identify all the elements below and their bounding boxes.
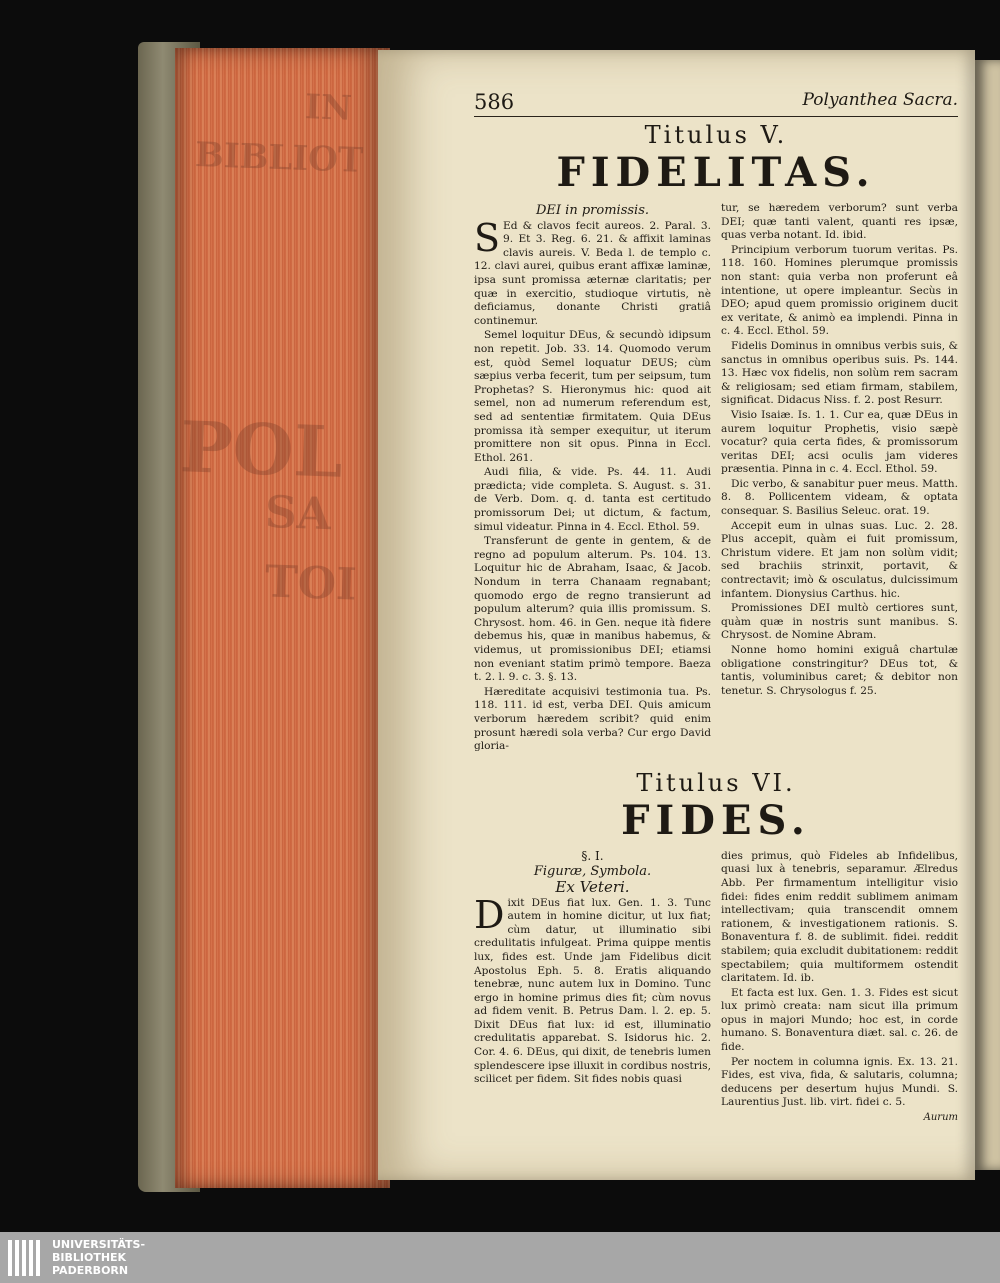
- paragraph: Nonne homo homini exiguâ chartulæ obligatione constringitur? DEus tot, & tantis, voluminibus caret; & debitor non tenetur. S. Chrysologus f. 25.: [721, 644, 958, 697]
- running-header: [474, 90, 958, 117]
- paragraph: Et facta est lux. Gen. 1. 3. Fides est sicut lux primò creata: nam sicut illa primum opus in majori Mundo; hoc est, in corde humano. S. Bonaventura diæt. sal. c. 26. de fide.: [721, 986, 958, 1054]
- section-2-subtitle-1: Figuræ, Symbola.: [533, 864, 652, 880]
- section-1-left-column: [474, 202, 711, 755]
- section-2-subtitle-2: Ex Veteri.: [555, 877, 630, 896]
- paragraph: Per noctem in columna ignis. Ex. 13. 21. Fides, est viva, fida, & salutaris, columna; deducens per desertum hujus Mundi. S. Laurentius Just. lib. virt. fidei c. 5.: [721, 1055, 958, 1109]
- paragraph: Promissiones DEI multò certiores sunt, quàm quæ in nostris sunt manibus. S. Chrysost. de Nomine Abram.: [721, 602, 958, 642]
- section-1-subtitle: DEI in promissis.: [536, 203, 649, 218]
- paragraph: Hæreditate acquisivi testimonia tua. Ps. 118. 111. id est, verba DEI. Quis amicum verborum hæredem scribit? quid enim prosunt hæredi sola verba? Cur ergo David gloria-: [474, 685, 711, 753]
- section-1-title: FIDELITAS.: [556, 149, 876, 196]
- drop-cap: S: [474, 215, 501, 260]
- paragraph: Semel loquitur DEus, & secundò idipsum non repetit. Job. 33. 14. Quomodo verum est, quòd Semel loquatur DEUS; cùm sæpius verba fecerit, tum per seipsum, tum Prophetas? S. Hieronymus hic: quod ait semel, non ad numerum referendum est, sed ad sententiæ firmitatem. Quia DEus promissa ità semper exequitur, ut iterum promittere non sit opus. Pinna in Eccl. Ethol. 261.: [474, 329, 711, 464]
- paragraph: Accepit eum in ulnas suas. Luc. 2. 28. Plus accepit, quàm ei fuit promissum, Christum videre. Et jam non solùm vidit; sed brachiis strinxit, portavit, & contrectavit; imò & osculatus, dulcissimum infantem. Dionysius Carthus. hic.: [721, 519, 958, 600]
- catchword: Aurum: [923, 1112, 958, 1124]
- library-name: [52, 1238, 145, 1277]
- stamp-text-2: BIBLIOT: [194, 135, 364, 181]
- page-number: 586: [474, 90, 515, 114]
- section-2-title: FIDES.: [621, 796, 811, 844]
- running-title: Polyanthea Sacra.: [802, 90, 958, 110]
- page-content: [474, 90, 958, 1125]
- paragraph: [474, 215, 711, 329]
- stamp-text-5: TOI: [264, 556, 358, 611]
- section-2-left-column: [474, 850, 711, 1125]
- library-name-line-1: UNIVERSITÄTS-: [52, 1238, 146, 1251]
- library-logo-icon: [8, 1238, 42, 1278]
- section-mark: §. I.: [581, 848, 604, 863]
- paragraph: Principium verborum tuorum veritas. Ps. 118. 160. Homines plerumque promissis non stant: quia verba non proferunt eâ intentione, ut opere impleantur. Secùs in DEO; apud quem promissio originem ducit ex veritate, & animò ea implendi. Pinna in c. 4. Eccl. Ethol. 59.: [721, 243, 958, 338]
- paragraph: Audi filia, & vide. Ps. 44. 11. Audi prædicta; vide completa. S. August. s. 31. de Verb. Dom. q. d. tanta est certitudo promissorum Dei; ut dictum, & factum, simul videatur. Pinna in 4. Eccl. Ethol. 59.: [474, 466, 711, 533]
- stamp-text-1: IN: [304, 87, 353, 129]
- paragraph: tur, se hæredem verborum? sunt verba DEI; quæ tanti valent, quanti res ipsæ, quas verba notant. Id. ibid.: [721, 202, 958, 242]
- section-1-columns: [474, 202, 958, 755]
- paragraph: Fidelis Dominus in omnibus verbis suis, & sanctus in omnibus operibus suis. Ps. 144. 13. Hæc vox fidelis, non solùm rem sacram & religiosam; sed etiam firmam, stabilem, significat. Didacus Niss. f. 2. post Resurr.: [721, 339, 958, 407]
- paragraph-text: Ed & clavos fecit aureos. 2. Paral. 3. 9. Et 3. Reg. 6. 21. & affixit laminas clavis aureis. V. Beda l. de templo c. 12. clavi aurei, quibus erant affixæ laminæ, ipsa sunt promissa æternæ claritatis; per quæ in exercitio, studioque virtutis, nè deficiamus, donante Christi gratiâ continemur.: [474, 219, 711, 327]
- paragraph: dies primus, quò Fideles ab Infidelibus, quasi lux à tenebris, separamur. Ælredus Abb. Per firmamentum intelligitur visio fidei: fides enim reddit sublimem animam intellectivam; quia transcendit omnem rationem, & investigationem rationis. S. Bonaventura f. 8. de sublimit. fidei. reddit stabilem; quia excludit dubitationem: reddit spectabilem; quia multiformem ostendit claritatem. Id. ib.: [721, 849, 958, 985]
- section-1-right-column: [721, 202, 958, 755]
- stamp-text-4: SA: [264, 486, 332, 541]
- book-page-edges: [175, 48, 390, 1188]
- paragraph: Dic verbo, & sanabitur puer meus. Matth. 8. 8. Pollicentem videam, & optata consequar. S. Basilius Seleuc. orat. 19.: [721, 477, 958, 518]
- facing-page-edge: [975, 60, 1000, 1170]
- section-1-titulus: Titulus V.: [644, 121, 788, 149]
- library-name-line-2: BIBLIOTHEK: [52, 1251, 127, 1264]
- paragraph: [474, 892, 711, 1087]
- paragraph: Visio Isaiæ. Is. 1. 1. Cur ea, quæ DEus in aurem loquitur Prophetis, visio sæpè vocatur? quia certa fides, & promissorum veritas DEI; acsi oculis jam videres præsentia. Pinna in c. 4. Eccl. Ethol. 59.: [721, 408, 958, 476]
- section-2-columns: [474, 850, 958, 1125]
- stamp-text-3: POL: [178, 405, 345, 494]
- section-2-titulus: Titulus VI.: [636, 768, 796, 797]
- library-footer-bar: [0, 1232, 1000, 1283]
- section-2-right-column: [721, 850, 958, 1125]
- paragraph-text: ixit DEus fiat lux. Gen. 1. 3. Tunc autem in homine dicitur, ut lux fiat; cùm datur, ut illuminatio sibi credulitatis infulgeat. Prima quippe mentis lux, fides est. Unde jam Fidelibus dicit Apostolus Eph. 5. 8. Eratis aliquando tenebræ, nunc autem lux in Domino. Tunc ergo in homine primus dies fit; cùm novus ad fidem venit. B. Petrus Dam. l. 2. ep. 5. Dixit DEus fiat lux: id est, illuminatio credulitatis apparebat. S. Isidorus hic. 2. Cor. 4. 6. DEus, qui dixit, de tenebris lumen splendescere ipse illuxit in cordibus nostris, scilicet per fidem. Sit fides nobis quasi: [474, 896, 711, 1086]
- paragraph: Transferunt de gente in gentem, & de regno ad populum alterum. Ps. 104. 13. Loquitur hic de Abraham, Isaac, & Jacob. Nondum in terra Chanaam regnabant; quomodo ergo de regno transierunt ad populum alterum? quia illis promissum. S. Chrysost. hom. 46. in Gen. neque ità fidere debemus his, quæ in manibus habemus, & videmus, ut promissionibus DEI; etiamsi non eveniant statim primò tempore. Baeza t. 2. l. 9. c. 3. §. 13.: [474, 535, 711, 684]
- drop-cap: D: [474, 892, 505, 937]
- book-page: [378, 50, 975, 1180]
- library-name-line-3: PADERBORN: [52, 1264, 129, 1277]
